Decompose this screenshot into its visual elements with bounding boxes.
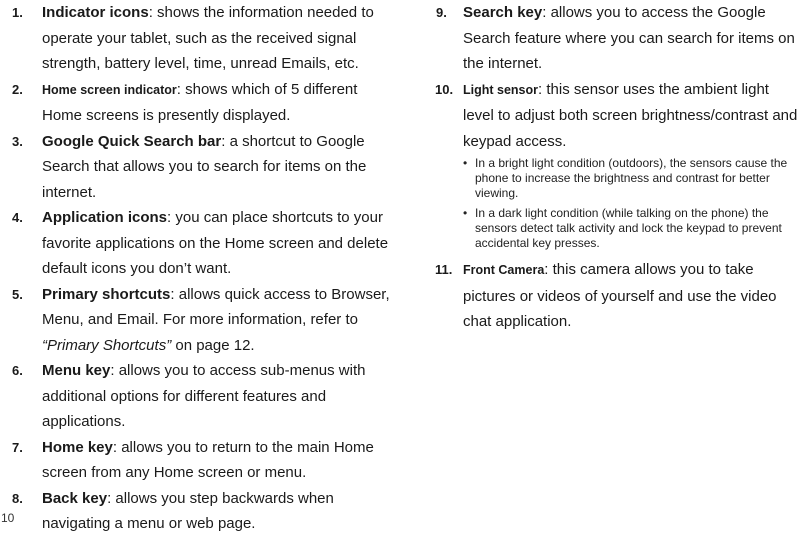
item-text: : this camera allows you to take pictures or videos of yourself and use the video chat application.	[463, 261, 777, 330]
bullet-text: In a dark light condition (while talking on the phone) the sensors detect talk activity and lock the keypad to prevent accidental key presses.	[475, 206, 782, 250]
item-term: Application icons	[42, 209, 168, 226]
item-text-after: on page 12.	[171, 336, 255, 354]
item-text: : a shortcut to Google Search that allows you to search for items on the internet.	[42, 132, 367, 201]
item-number: 7.	[12, 439, 23, 455]
bullet-icon: •	[463, 156, 468, 170]
list-item	[420, 0, 799, 77]
list-item	[420, 257, 799, 335]
item-text: : shows which of 5 different Home screens is presently displayed.	[42, 80, 358, 124]
list-item	[0, 282, 392, 359]
item-text: : shows the information needed to operate your tablet, such as the received signal strength, battery level, time, unread Emails, etc.	[42, 4, 374, 72]
item-number: 8.	[12, 490, 23, 506]
list-item	[0, 358, 392, 435]
item-text: : allows you to access sub-menus with additional options for different features and applications.	[42, 362, 366, 430]
item-text: : allows you step backwards when navigating a menu or web page.	[42, 489, 334, 532]
bullet-text: In a bright light condition (outdoors), the sensors cause the phone to increase the brightness and contrast for better viewing.	[475, 156, 788, 200]
list-item	[420, 77, 799, 252]
item-term: Search key	[463, 4, 543, 21]
item-text: : this sensor uses the ambient light level to adjust both screen brightness/contrast and keypad access.	[463, 80, 798, 150]
list-item	[0, 77, 392, 129]
item-number: 1.	[12, 5, 23, 20]
item-text: : allows you to return to the main Home screen from any Home screen or menu.	[42, 438, 374, 481]
item-number: 2.	[12, 81, 23, 97]
list-item	[0, 435, 392, 486]
item-term: Front Camera	[463, 263, 545, 277]
list-item	[0, 205, 392, 282]
bullet-icon: •	[463, 206, 468, 220]
list-item	[0, 129, 392, 206]
item-term: Light sensor	[463, 82, 539, 97]
item-number: 5.	[12, 286, 23, 302]
item-term: Home key	[42, 438, 113, 456]
right-column	[420, 0, 799, 335]
list-item	[0, 486, 392, 537]
item-number: 9.	[436, 5, 447, 20]
item-text: : allows quick access to Browser, Menu, and Email. For more information, refer to	[42, 285, 390, 328]
item-term: Google Quick Search bar	[42, 132, 222, 150]
item-text: : allows you to access the Google Search feature where you can search for items on the internet.	[463, 4, 795, 72]
cross-reference-link[interactable]: “Primary Shortcuts”	[42, 336, 172, 354]
item-number: 4.	[12, 210, 23, 225]
item-number: 6.	[12, 363, 23, 378]
bullet-item	[463, 206, 799, 251]
left-column	[0, 0, 392, 537]
item-number: 3.	[12, 133, 23, 149]
light-sensor-bullet-list	[463, 156, 799, 251]
page-number: 10	[1, 511, 15, 525]
item-term: Home screen indicator	[42, 82, 177, 97]
item-term: Indicator icons	[42, 4, 149, 21]
item-number: 10.	[435, 81, 454, 97]
item-term: Menu key	[42, 362, 111, 379]
item-term: Primary shortcuts	[42, 285, 171, 303]
item-number: 11.	[435, 262, 453, 277]
item-term: Back key	[42, 489, 108, 507]
list-item	[0, 0, 392, 77]
item-text: : you can place shortcuts to your favorite applications on the Home screen and delete default icons you don’t want.	[42, 209, 389, 277]
bullet-item	[463, 156, 799, 201]
